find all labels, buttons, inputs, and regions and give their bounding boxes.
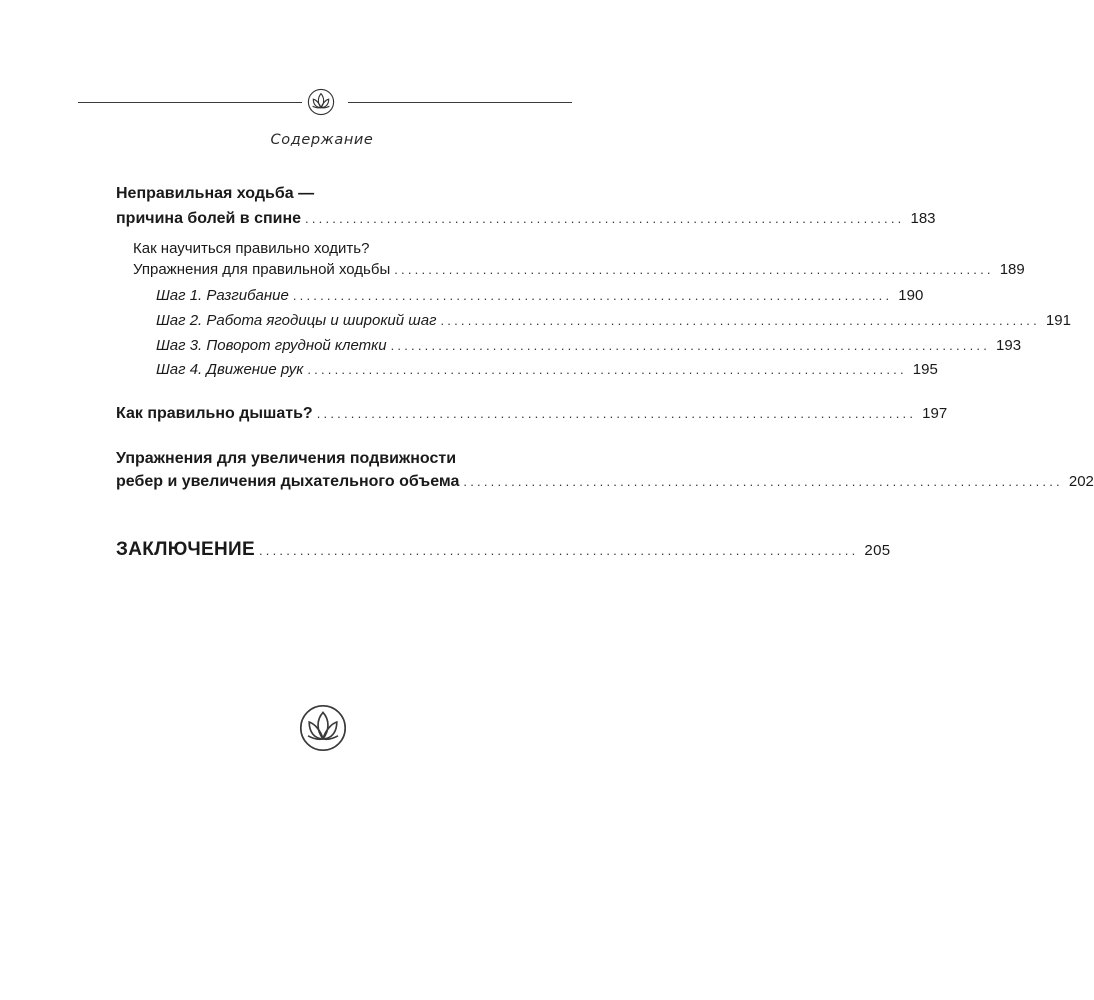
toc-section-3-line-1: Упражнения для увеличения подвижности — [116, 450, 457, 467]
page-number: 183 — [910, 210, 936, 227]
page-number: 191 — [1045, 312, 1071, 329]
dot-leader: ........................................................................................ — [305, 211, 905, 226]
toc-entry-label: Упражнения для правильной ходьбы — [133, 261, 391, 278]
page-number: 189 — [999, 261, 1025, 278]
dot-leader: ........................................................................................ — [292, 288, 893, 303]
page-number: 193 — [996, 337, 1022, 354]
toc-entry-step-4[interactable] — [156, 361, 938, 378]
page-number: 205 — [864, 542, 891, 559]
toc-entry-conclusion[interactable] — [116, 539, 891, 561]
page-title: Содержание — [270, 132, 374, 148]
toc-entry-sub-1[interactable] — [133, 261, 1025, 278]
page-number: 197 — [922, 405, 948, 422]
toc-entry-label: ребер и увеличения дыхательного объема — [116, 473, 460, 490]
toc-entry-step-3[interactable] — [156, 337, 1022, 354]
toc-entry-label: Как правильно дышать? — [116, 405, 313, 422]
toc-entry-section-2[interactable] — [116, 405, 948, 423]
toc-entry-step-1[interactable] — [156, 287, 924, 304]
page-number: 190 — [898, 287, 924, 304]
dot-leader: ........................................................................................ — [390, 338, 991, 353]
dot-leader: ........................................................................................ — [440, 313, 1040, 328]
dot-leader: ........................................................................................ — [307, 362, 907, 377]
toc-entry-label: ЗАКЛЮЧЕНИЕ — [116, 539, 255, 560]
toc-entry-section-3[interactable] — [116, 473, 1094, 491]
toc-entry-label: причина болей в спине — [116, 210, 302, 227]
toc-entry-label: Шаг 4. Движение рук — [156, 361, 304, 378]
toc-section-1-line-1: Неправильная ходьба — — [116, 185, 315, 202]
dot-leader: ........................................................................................ — [394, 262, 994, 277]
toc-entry-label: Шаг 3. Поворот грудной клетки — [156, 337, 387, 354]
dot-leader: ........................................................................................ — [463, 474, 1063, 489]
page-number: 195 — [912, 361, 938, 378]
toc-entry-section-1[interactable] — [116, 210, 936, 228]
lotus-icon — [299, 704, 347, 752]
page-number: 202 — [1068, 473, 1094, 490]
toc-entry-label: Шаг 2. Работа ягодицы и широкий шаг — [156, 312, 437, 329]
toc-sub-1-line-1: Как научиться правильно ходить? — [133, 240, 370, 257]
toc-entry-step-2[interactable] — [156, 312, 1071, 329]
dot-leader: ........................................................................................ — [258, 543, 859, 558]
toc-entry-label: Шаг 1. Разгибание — [156, 287, 289, 304]
table-of-contents — [116, 0, 1094, 1000]
dot-leader: ........................................................................................ — [316, 406, 917, 421]
